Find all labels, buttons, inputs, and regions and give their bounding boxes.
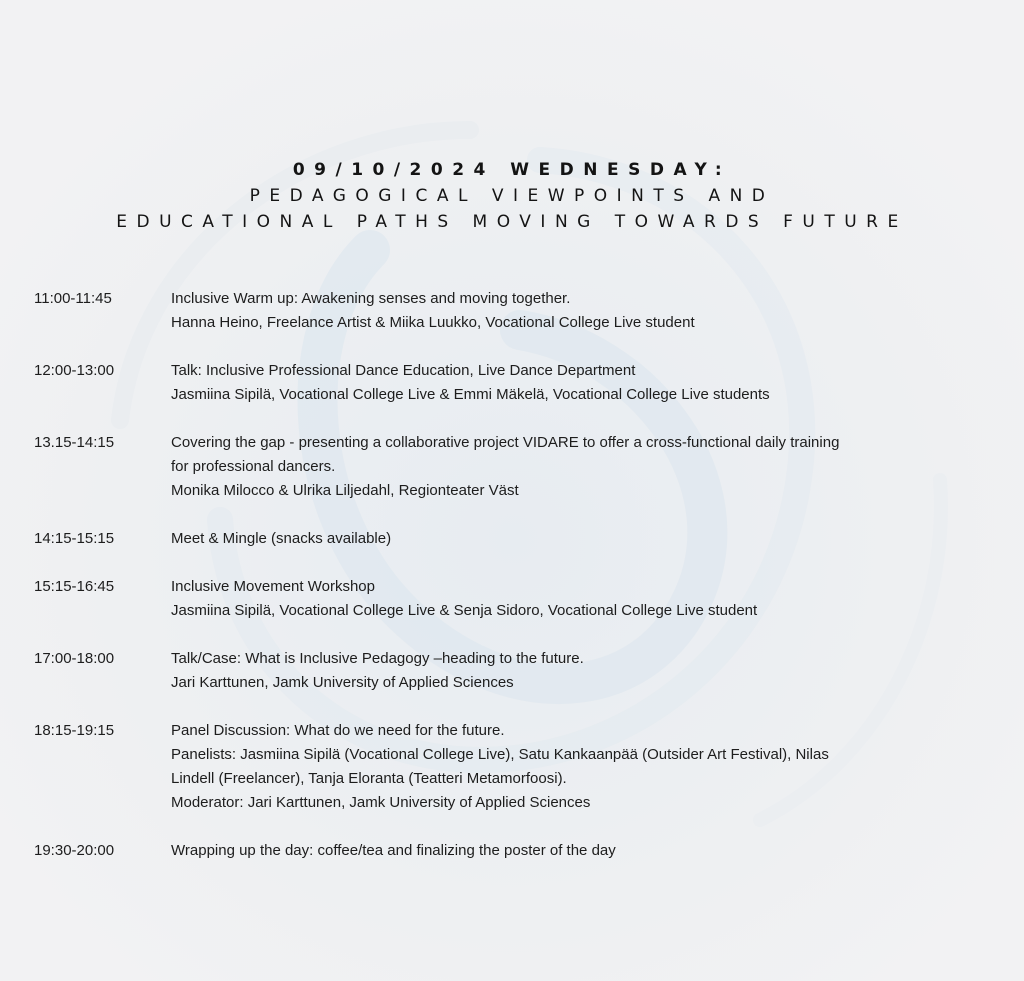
schedule-entry [34,719,994,815]
entry-line: Panelists: Jasmiina Sipilä (Vocational College Live), Satu Kankaanpää (Outsider Art Festival), Nilas [171,746,829,763]
title-day: WEDNESDAY [510,160,715,180]
schedule-entry [34,575,994,623]
entry-line: Inclusive Movement Workshop [171,578,375,595]
entry-details [171,431,994,503]
title-colon: : [714,160,732,180]
entry-time: 15:15-16:45 [34,578,115,595]
entry-line: Hanna Heino, Freelance Artist & Miika Luukko, Vocational College Live student [171,314,695,331]
entry-line: Jasmiina Sipilä, Vocational College Live & Emmi Mäkelä, Vocational College Live students [171,386,770,403]
entry-details [171,359,994,407]
title-date-line [0,157,1024,183]
entry-line: Talk/Case: What is Inclusive Pedagogy –heading to the future. [171,650,584,667]
entry-time: 13.15-14:15 [34,434,115,451]
title-theme-line-1: PEDAGOGICAL VIEWPOINTS AND [249,186,775,206]
schedule-list [34,287,994,863]
entry-details [171,527,994,551]
entry-details [171,287,994,335]
entry-time: 19:30-20:00 [34,842,115,859]
schedule-entry [34,647,994,695]
entry-details [171,719,994,815]
schedule-entry [34,431,994,503]
entry-line: Jasmiina Sipilä, Vocational College Live & Senja Sidoro, Vocational College Live student [171,602,758,619]
entry-line: Meet & Mingle (snacks available) [171,530,392,547]
entry-time: 18:15-19:15 [34,722,115,739]
entry-time: 14:15-15:15 [34,530,115,547]
schedule-entry [34,287,994,335]
entry-line: for professional dancers. [171,458,336,475]
schedule-entry [34,359,994,407]
entry-line: Panel Discussion: What do we need for the future. [171,722,505,739]
program-title [0,157,1024,235]
title-date: 09/10/2024 [292,160,495,180]
title-theme-line-2: EDUCATIONAL PATHS MOVING TOWARDS FUTURE [116,212,908,232]
entry-time: 17:00-18:00 [34,650,115,667]
entry-details [171,839,994,863]
entry-line: Jari Karttunen, Jamk University of Applied Sciences [171,674,514,691]
entry-line: Moderator: Jari Karttunen, Jamk University of Applied Sciences [171,794,591,811]
schedule-entry [34,839,994,863]
entry-line: Talk: Inclusive Professional Dance Education, Live Dance Department [171,362,636,379]
schedule-entry [34,527,994,551]
entry-line: Covering the gap - presenting a collaborative project VIDARE to offer a cross-functional daily training [171,434,840,451]
entry-details [171,575,994,623]
entry-line: Lindell (Freelancer), Tanja Eloranta (Teatteri Metamorfoosi). [171,770,567,787]
entry-time: 12:00-13:00 [34,362,115,379]
entry-line: Wrapping up the day: coffee/tea and finalizing the poster of the day [171,842,616,859]
entry-line: Monika Milocco & Ulrika Liljedahl, Regionteater Väst [171,482,519,499]
entry-details [171,647,994,695]
entry-line: Inclusive Warm up: Awakening senses and moving together. [171,290,571,307]
entry-time: 11:00-11:45 [34,290,112,307]
